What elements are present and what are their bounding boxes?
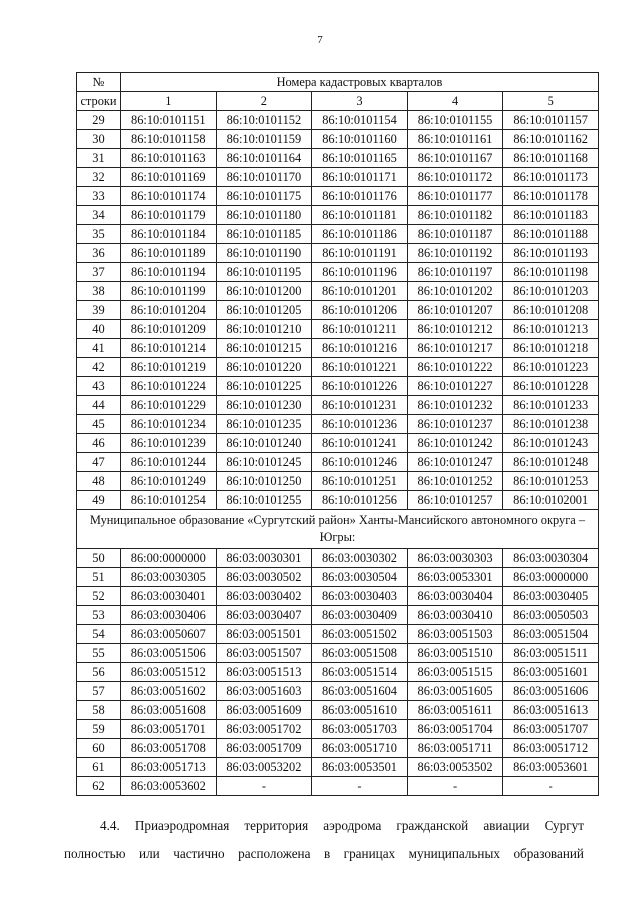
table-body-surgut-district bbox=[77, 549, 599, 796]
cadastral-number-cell: 86:00:0000000 bbox=[121, 549, 217, 568]
cadastral-number-cell: 86:03:0051605 bbox=[407, 682, 503, 701]
cadastral-number-cell: 86:10:0101183 bbox=[503, 206, 599, 225]
cadastral-number-cell: 86:03:0030303 bbox=[407, 549, 503, 568]
cadastral-number-cell: 86:03:0030402 bbox=[216, 587, 312, 606]
cadastral-number-cell: 86:03:0030302 bbox=[312, 549, 408, 568]
cadastral-number-cell: 86:03:0051508 bbox=[312, 644, 408, 663]
table-header-row bbox=[77, 73, 599, 92]
row-number-cell: 36 bbox=[77, 244, 121, 263]
table-row bbox=[77, 644, 599, 663]
row-number-cell: 57 bbox=[77, 682, 121, 701]
cadastral-number-cell: 86:10:0101167 bbox=[407, 149, 503, 168]
table-row bbox=[77, 777, 599, 796]
row-number-cell: 51 bbox=[77, 568, 121, 587]
cadastral-number-cell: 86:10:0101188 bbox=[503, 225, 599, 244]
row-number-cell: 55 bbox=[77, 644, 121, 663]
cadastral-number-cell: 86:10:0101199 bbox=[121, 282, 217, 301]
table-row bbox=[77, 434, 599, 453]
cadastral-number-cell: 86:10:0101184 bbox=[121, 225, 217, 244]
cadastral-number-cell: - bbox=[407, 777, 503, 796]
cadastral-number-cell: 86:03:0051602 bbox=[121, 682, 217, 701]
cadastral-number-cell: 86:10:0101239 bbox=[121, 434, 217, 453]
cadastral-number-cell: 86:03:0051603 bbox=[216, 682, 312, 701]
cadastral-number-cell: 86:10:0101242 bbox=[407, 434, 503, 453]
cadastral-number-cell: 86:10:0101208 bbox=[503, 301, 599, 320]
table-row bbox=[77, 149, 599, 168]
table-row bbox=[77, 130, 599, 149]
cadastral-number-cell: 86:03:0030305 bbox=[121, 568, 217, 587]
cadastral-number-cell: 86:10:0101209 bbox=[121, 320, 217, 339]
row-number-cell: 60 bbox=[77, 739, 121, 758]
table-row bbox=[77, 663, 599, 682]
cadastral-number-cell: 86:03:0053502 bbox=[407, 758, 503, 777]
cadastral-number-cell: 86:10:0101225 bbox=[216, 377, 312, 396]
table-row bbox=[77, 491, 599, 510]
section-row-group bbox=[77, 510, 599, 549]
table-row bbox=[77, 415, 599, 434]
cadastral-number-cell: 86:03:0051502 bbox=[312, 625, 408, 644]
cadastral-number-cell: 86:10:0101252 bbox=[407, 472, 503, 491]
table-row bbox=[77, 682, 599, 701]
table-row bbox=[77, 625, 599, 644]
cadastral-number-cell: - bbox=[216, 777, 312, 796]
cadastral-number-cell: 86:10:0101228 bbox=[503, 377, 599, 396]
cadastral-number-cell: 86:03:0051611 bbox=[407, 701, 503, 720]
cadastral-number-cell: 86:10:0101221 bbox=[312, 358, 408, 377]
cadastral-number-cell: 86:03:0051708 bbox=[121, 739, 217, 758]
cadastral-number-cell: 86:03:0051601 bbox=[503, 663, 599, 682]
cadastral-number-cell: - bbox=[503, 777, 599, 796]
cadastral-number-cell: 86:10:0101189 bbox=[121, 244, 217, 263]
cadastral-number-cell: 86:10:0101195 bbox=[216, 263, 312, 282]
cadastral-number-cell: 86:10:0101227 bbox=[407, 377, 503, 396]
cadastral-number-cell: 86:10:0101245 bbox=[216, 453, 312, 472]
row-number-cell: 44 bbox=[77, 396, 121, 415]
cadastral-number-cell: 86:10:0101200 bbox=[216, 282, 312, 301]
cadastral-number-cell: 86:03:0030403 bbox=[312, 587, 408, 606]
cadastral-number-cell: 86:10:0101198 bbox=[503, 263, 599, 282]
cadastral-number-cell: 86:10:0101211 bbox=[312, 320, 408, 339]
cadastral-number-cell: 86:10:0101162 bbox=[503, 130, 599, 149]
cadastral-number-cell: 86:10:0101186 bbox=[312, 225, 408, 244]
cadastral-number-cell: 86:10:0101164 bbox=[216, 149, 312, 168]
cadastral-number-cell: 86:03:0051703 bbox=[312, 720, 408, 739]
cadastral-number-cell: 86:10:0101251 bbox=[312, 472, 408, 491]
cadastral-number-cell: 86:10:0101178 bbox=[503, 187, 599, 206]
row-number-cell: 52 bbox=[77, 587, 121, 606]
table-row bbox=[77, 358, 599, 377]
cadastral-number-cell: 86:10:0101197 bbox=[407, 263, 503, 282]
cadastral-number-cell: 86:10:0101256 bbox=[312, 491, 408, 510]
cadastral-number-cell: 86:03:0051503 bbox=[407, 625, 503, 644]
cadastral-number-cell: 86:03:0030410 bbox=[407, 606, 503, 625]
table-row bbox=[77, 568, 599, 587]
cadastral-number-cell: 86:10:0101172 bbox=[407, 168, 503, 187]
cadastral-number-cell: 86:10:0101174 bbox=[121, 187, 217, 206]
cadastral-number-cell: 86:03:0030405 bbox=[503, 587, 599, 606]
row-number-cell: 29 bbox=[77, 111, 121, 130]
cadastral-number-cell: 86:03:0030304 bbox=[503, 549, 599, 568]
cadastral-number-cell: 86:10:0101247 bbox=[407, 453, 503, 472]
cadastral-number-cell: 86:03:0053602 bbox=[121, 777, 217, 796]
row-number-cell: 39 bbox=[77, 301, 121, 320]
paragraph-line-2: полностью или частично расположена в границах муниципальных образований bbox=[64, 846, 584, 861]
section-row bbox=[77, 510, 599, 549]
cadastral-number-cell: 86:03:0051511 bbox=[503, 644, 599, 663]
section-title: Муниципальное образование «Сургутский район» Ханты-Мансийского автономного округа – Югры: bbox=[77, 510, 599, 549]
row-number-cell: 43 bbox=[77, 377, 121, 396]
cadastral-number-cell: - bbox=[312, 777, 408, 796]
cadastral-number-cell: 86:10:0101226 bbox=[312, 377, 408, 396]
cadastral-number-cell: 86:10:0101254 bbox=[121, 491, 217, 510]
table-row bbox=[77, 187, 599, 206]
cadastral-number-cell: 86:10:0101161 bbox=[407, 130, 503, 149]
cadastral-number-cell: 86:03:0030406 bbox=[121, 606, 217, 625]
cadastral-number-cell: 86:10:0101235 bbox=[216, 415, 312, 434]
page-number: 7 bbox=[317, 34, 323, 46]
row-number-cell: 33 bbox=[77, 187, 121, 206]
cadastral-number-cell: 86:10:0101170 bbox=[216, 168, 312, 187]
cadastral-number-cell: 86:10:0101154 bbox=[312, 111, 408, 130]
cadastral-number-cell: 86:10:0101217 bbox=[407, 339, 503, 358]
cadastral-number-cell: 86:03:0030409 bbox=[312, 606, 408, 625]
row-number-cell: 62 bbox=[77, 777, 121, 796]
cadastral-number-cell: 86:10:0101215 bbox=[216, 339, 312, 358]
cadastral-number-cell: 86:10:0101207 bbox=[407, 301, 503, 320]
cadastral-number-cell: 86:10:0101182 bbox=[407, 206, 503, 225]
table-row bbox=[77, 168, 599, 187]
cadastral-number-cell: 86:03:0051515 bbox=[407, 663, 503, 682]
cadastral-number-cell: 86:10:0101180 bbox=[216, 206, 312, 225]
cadastral-number-cell: 86:03:0051608 bbox=[121, 701, 217, 720]
cadastral-number-cell: 86:10:0101159 bbox=[216, 130, 312, 149]
cadastral-number-cell: 86:10:0101246 bbox=[312, 453, 408, 472]
cadastral-number-cell: 86:10:0101248 bbox=[503, 453, 599, 472]
cadastral-number-cell: 86:10:0101250 bbox=[216, 472, 312, 491]
cadastral-number-cell: 86:10:0101222 bbox=[407, 358, 503, 377]
cadastral-number-cell: 86:03:0030502 bbox=[216, 568, 312, 587]
cadastral-number-cell: 86:03:0051707 bbox=[503, 720, 599, 739]
cadastral-number-cell: 86:10:0101163 bbox=[121, 149, 217, 168]
cadastral-number-cell: 86:03:0051613 bbox=[503, 701, 599, 720]
cadastral-number-cell: 86:03:0050503 bbox=[503, 606, 599, 625]
cadastral-number-cell: 86:03:0051506 bbox=[121, 644, 217, 663]
row-number-cell: 45 bbox=[77, 415, 121, 434]
cadastral-number-cell: 86:10:0101204 bbox=[121, 301, 217, 320]
row-number-header-label: строки bbox=[77, 92, 121, 111]
row-number-cell: 37 bbox=[77, 263, 121, 282]
table-row bbox=[77, 206, 599, 225]
cadastral-number-cell: 86:10:0101257 bbox=[407, 491, 503, 510]
cadastral-number-cell: 86:03:0051514 bbox=[312, 663, 408, 682]
cadastral-number-cell: 86:03:0051711 bbox=[407, 739, 503, 758]
cadastral-number-cell: 86:10:0101201 bbox=[312, 282, 408, 301]
table-row bbox=[77, 453, 599, 472]
column-number-5: 5 bbox=[503, 92, 599, 111]
cadastral-number-cell: 86:10:0101158 bbox=[121, 130, 217, 149]
cadastral-number-cell: 86:10:0101190 bbox=[216, 244, 312, 263]
cadastral-number-cell: 86:10:0101231 bbox=[312, 396, 408, 415]
row-number-cell: 46 bbox=[77, 434, 121, 453]
cadastral-number-cell: 86:03:0051507 bbox=[216, 644, 312, 663]
cadastral-number-cell: 86:10:0101193 bbox=[503, 244, 599, 263]
cadastral-number-cell: 86:10:0101224 bbox=[121, 377, 217, 396]
cadastral-number-cell: 86:10:0101220 bbox=[216, 358, 312, 377]
cadastral-number-cell: 86:03:0030301 bbox=[216, 549, 312, 568]
row-number-cell: 31 bbox=[77, 149, 121, 168]
cadastral-quarters-table bbox=[76, 72, 599, 796]
cadastral-number-cell: 86:10:0101192 bbox=[407, 244, 503, 263]
cadastral-number-cell: 86:10:0101237 bbox=[407, 415, 503, 434]
table-row bbox=[77, 701, 599, 720]
cadastral-number-cell: 86:03:0051712 bbox=[503, 739, 599, 758]
table-row bbox=[77, 758, 599, 777]
table-row bbox=[77, 225, 599, 244]
table-subheader-row bbox=[77, 92, 599, 111]
row-number-cell: 56 bbox=[77, 663, 121, 682]
cadastral-number-cell: 86:03:0030504 bbox=[312, 568, 408, 587]
cadastral-number-cell: 86:03:0000000 bbox=[503, 568, 599, 587]
table-row bbox=[77, 396, 599, 415]
row-number-cell: 59 bbox=[77, 720, 121, 739]
cadastral-number-cell: 86:03:0051710 bbox=[312, 739, 408, 758]
cadastral-number-cell: 86:03:0051609 bbox=[216, 701, 312, 720]
column-number-2: 2 bbox=[216, 92, 312, 111]
cadastral-number-cell: 86:03:0051501 bbox=[216, 625, 312, 644]
row-number-cell: 35 bbox=[77, 225, 121, 244]
cadastral-number-cell: 86:10:0101157 bbox=[503, 111, 599, 130]
cadastral-number-cell: 86:10:0101169 bbox=[121, 168, 217, 187]
cadastral-numbers-header: Номера кадастровых кварталов bbox=[121, 73, 599, 92]
table-row bbox=[77, 587, 599, 606]
cadastral-number-cell: 86:03:0053301 bbox=[407, 568, 503, 587]
cadastral-number-cell: 86:10:0101160 bbox=[312, 130, 408, 149]
cadastral-number-cell: 86:10:0101203 bbox=[503, 282, 599, 301]
cadastral-number-cell: 86:03:0051610 bbox=[312, 701, 408, 720]
cadastral-number-cell: 86:10:0101175 bbox=[216, 187, 312, 206]
cadastral-number-cell: 86:10:0101214 bbox=[121, 339, 217, 358]
cadastral-number-cell: 86:03:0050607 bbox=[121, 625, 217, 644]
cadastral-number-cell: 86:03:0051510 bbox=[407, 644, 503, 663]
cadastral-number-cell: 86:10:0101173 bbox=[503, 168, 599, 187]
cadastral-number-cell: 86:10:0101255 bbox=[216, 491, 312, 510]
cadastral-number-cell: 86:10:0101219 bbox=[121, 358, 217, 377]
cadastral-number-cell: 86:10:0101238 bbox=[503, 415, 599, 434]
cadastral-number-cell: 86:10:0101212 bbox=[407, 320, 503, 339]
table-row bbox=[77, 282, 599, 301]
cadastral-number-cell: 86:10:0101218 bbox=[503, 339, 599, 358]
row-number-cell: 49 bbox=[77, 491, 121, 510]
cadastral-number-cell: 86:03:0051704 bbox=[407, 720, 503, 739]
cadastral-number-cell: 86:10:0101194 bbox=[121, 263, 217, 282]
cadastral-number-cell: 86:03:0051606 bbox=[503, 682, 599, 701]
cadastral-number-cell: 86:03:0051713 bbox=[121, 758, 217, 777]
cadastral-number-cell: 86:10:0101181 bbox=[312, 206, 408, 225]
cadastral-number-cell: 86:10:0101165 bbox=[312, 149, 408, 168]
cadastral-number-cell: 86:03:0030401 bbox=[121, 587, 217, 606]
cadastral-number-cell: 86:10:0101168 bbox=[503, 149, 599, 168]
row-number-cell: 38 bbox=[77, 282, 121, 301]
cadastral-number-cell: 86:10:0101206 bbox=[312, 301, 408, 320]
paragraph-4-4 bbox=[64, 812, 584, 868]
table-row bbox=[77, 301, 599, 320]
cadastral-number-cell: 86:10:0101155 bbox=[407, 111, 503, 130]
table-row bbox=[77, 339, 599, 358]
cadastral-number-cell: 86:03:0051709 bbox=[216, 739, 312, 758]
cadastral-number-cell: 86:10:0101210 bbox=[216, 320, 312, 339]
column-number-3: 3 bbox=[312, 92, 408, 111]
row-number-cell: 32 bbox=[77, 168, 121, 187]
cadastral-number-cell: 86:10:0101229 bbox=[121, 396, 217, 415]
row-number-cell: 40 bbox=[77, 320, 121, 339]
table-row bbox=[77, 549, 599, 568]
cadastral-number-cell: 86:10:0101241 bbox=[312, 434, 408, 453]
row-number-cell: 42 bbox=[77, 358, 121, 377]
cadastral-number-cell: 86:10:0101243 bbox=[503, 434, 599, 453]
row-number-cell: 34 bbox=[77, 206, 121, 225]
column-number-1: 1 bbox=[121, 92, 217, 111]
column-number-4: 4 bbox=[407, 92, 503, 111]
row-number-cell: 47 bbox=[77, 453, 121, 472]
cadastral-number-cell: 86:10:0101191 bbox=[312, 244, 408, 263]
table-row bbox=[77, 320, 599, 339]
table-row bbox=[77, 244, 599, 263]
cadastral-number-cell: 86:10:0101171 bbox=[312, 168, 408, 187]
cadastral-number-cell: 86:10:0101202 bbox=[407, 282, 503, 301]
cadastral-number-cell: 86:10:0101230 bbox=[216, 396, 312, 415]
row-number-cell: 50 bbox=[77, 549, 121, 568]
table-row bbox=[77, 111, 599, 130]
row-number-cell: 53 bbox=[77, 606, 121, 625]
cadastral-number-cell: 86:03:0053202 bbox=[216, 758, 312, 777]
cadastral-number-cell: 86:10:0101205 bbox=[216, 301, 312, 320]
cadastral-number-cell: 86:10:0101213 bbox=[503, 320, 599, 339]
cadastral-number-cell: 86:10:0101176 bbox=[312, 187, 408, 206]
cadastral-number-cell: 86:10:0101249 bbox=[121, 472, 217, 491]
cadastral-number-cell: 86:10:0101233 bbox=[503, 396, 599, 415]
cadastral-number-cell: 86:03:0030404 bbox=[407, 587, 503, 606]
cadastral-number-cell: 86:10:0101187 bbox=[407, 225, 503, 244]
row-number-cell: 61 bbox=[77, 758, 121, 777]
cadastral-number-cell: 86:03:0051504 bbox=[503, 625, 599, 644]
cadastral-number-cell: 86:03:0053501 bbox=[312, 758, 408, 777]
cadastral-number-cell: 86:03:0051513 bbox=[216, 663, 312, 682]
table-body-surgut-city bbox=[77, 111, 599, 510]
cadastral-number-cell: 86:10:0101232 bbox=[407, 396, 503, 415]
table-row bbox=[77, 739, 599, 758]
cadastral-number-cell: 86:10:0101179 bbox=[121, 206, 217, 225]
cadastral-number-cell: 86:10:0101253 bbox=[503, 472, 599, 491]
row-number-cell: 58 bbox=[77, 701, 121, 720]
row-number-cell: 48 bbox=[77, 472, 121, 491]
table-row bbox=[77, 377, 599, 396]
cadastral-number-cell: 86:10:0101234 bbox=[121, 415, 217, 434]
cadastral-number-cell: 86:03:0053601 bbox=[503, 758, 599, 777]
cadastral-number-cell: 86:10:0101177 bbox=[407, 187, 503, 206]
cadastral-number-cell: 86:10:0101236 bbox=[312, 415, 408, 434]
cadastral-number-cell: 86:03:0051702 bbox=[216, 720, 312, 739]
cadastral-number-cell: 86:03:0030407 bbox=[216, 606, 312, 625]
cadastral-number-cell: 86:10:0101223 bbox=[503, 358, 599, 377]
cadastral-number-cell: 86:10:0102001 bbox=[503, 491, 599, 510]
row-number-header: № bbox=[77, 73, 121, 92]
cadastral-number-cell: 86:10:0101151 bbox=[121, 111, 217, 130]
table-row bbox=[77, 472, 599, 491]
paragraph-line-1: 4.4. Приаэродромная территория аэродрома гражданской авиации Сургут bbox=[100, 818, 584, 833]
row-number-cell: 54 bbox=[77, 625, 121, 644]
cadastral-number-cell: 86:03:0051604 bbox=[312, 682, 408, 701]
cadastral-number-cell: 86:03:0051512 bbox=[121, 663, 217, 682]
table-row bbox=[77, 720, 599, 739]
cadastral-number-cell: 86:10:0101244 bbox=[121, 453, 217, 472]
row-number-cell: 30 bbox=[77, 130, 121, 149]
cadastral-number-cell: 86:10:0101196 bbox=[312, 263, 408, 282]
cadastral-number-cell: 86:10:0101185 bbox=[216, 225, 312, 244]
table-row bbox=[77, 606, 599, 625]
cadastral-number-cell: 86:10:0101216 bbox=[312, 339, 408, 358]
cadastral-number-cell: 86:03:0051701 bbox=[121, 720, 217, 739]
row-number-cell: 41 bbox=[77, 339, 121, 358]
cadastral-number-cell: 86:10:0101240 bbox=[216, 434, 312, 453]
table-row bbox=[77, 263, 599, 282]
cadastral-number-cell: 86:10:0101152 bbox=[216, 111, 312, 130]
